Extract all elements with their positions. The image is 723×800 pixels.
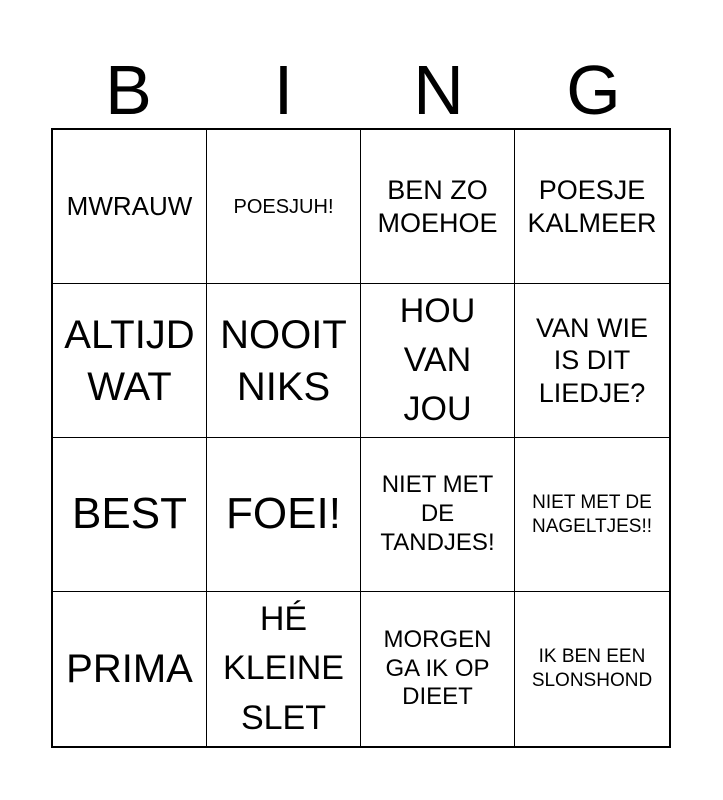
bingo-header bbox=[51, 52, 671, 128]
bingo-cell[interactable]: BEN ZO MOEHOE bbox=[361, 130, 515, 284]
bingo-card-grid bbox=[51, 128, 671, 748]
header-letter-b: B bbox=[105, 51, 152, 129]
bingo-cell[interactable]: NIET MET DE TANDJES! bbox=[361, 438, 515, 592]
bingo-cell[interactable]: BEST bbox=[53, 438, 207, 592]
bingo-cell[interactable]: ALTIJD WAT bbox=[53, 284, 207, 438]
bingo-cell[interactable]: NIET MET DE NAGELTJES!! bbox=[515, 438, 669, 592]
bingo-cell[interactable]: IK BEN EEN SLONSHOND bbox=[531, 646, 653, 691]
header-letter-g: G bbox=[566, 51, 621, 129]
bingo-cell[interactable]: MORGEN GA IK OP DIEET bbox=[361, 592, 515, 746]
bingo-cell[interactable]: HÉ KLEINE SLET bbox=[207, 592, 361, 746]
bingo-cell[interactable]: POESJE KALMEER bbox=[515, 130, 669, 284]
bingo-cell[interactable]: VAN WIE IS DIT LIEDJE? bbox=[515, 284, 669, 438]
bingo-cell[interactable]: FOEI! bbox=[207, 438, 361, 592]
bingo-cell[interactable]: PRIMA bbox=[53, 592, 207, 746]
bingo-cell[interactable]: POESJUH! bbox=[207, 130, 361, 284]
header-letter-i: I bbox=[273, 51, 294, 129]
header-letter-n: N bbox=[413, 51, 464, 129]
bingo-cell[interactable]: HOU VAN JOU bbox=[361, 284, 515, 438]
bingo-cell[interactable]: NOOIT NIKS bbox=[207, 284, 361, 438]
bingo-cell[interactable]: MWRAUW bbox=[53, 130, 207, 284]
